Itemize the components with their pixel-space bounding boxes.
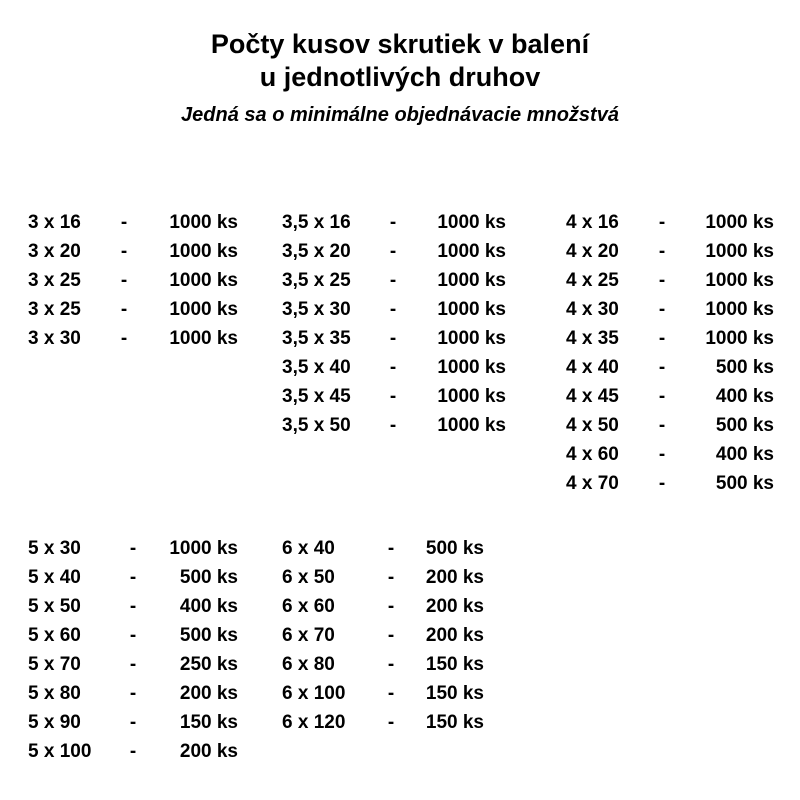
page-subtitle: Jedná sa o minimálne objednávacie množstvá xyxy=(181,103,619,126)
list-item xyxy=(28,271,238,300)
screw-group-6mm xyxy=(282,539,484,742)
separator: - xyxy=(120,270,128,291)
screw-size: 6 x 40 xyxy=(282,538,335,559)
separator: - xyxy=(120,212,128,233)
package-quantity: 150 ks xyxy=(179,712,238,733)
package-quantity: 500 ks xyxy=(179,625,238,646)
screw-size: 3,5 x 35 xyxy=(282,328,351,349)
list-item xyxy=(566,300,774,329)
separator: - xyxy=(658,299,666,320)
list-item xyxy=(282,684,484,713)
list-item xyxy=(566,445,774,474)
package-quantity: 500 ks xyxy=(715,357,774,378)
separator: - xyxy=(389,212,397,233)
screw-size: 3,5 x 20 xyxy=(282,241,351,262)
list-item xyxy=(282,539,484,568)
screw-size: 5 x 30 xyxy=(28,538,81,559)
list-item xyxy=(566,387,774,416)
screw-size: 3,5 x 25 xyxy=(282,270,351,291)
package-quantity: 200 ks xyxy=(425,567,484,588)
package-quantity: 1000 ks xyxy=(437,415,506,436)
screw-size: 6 x 80 xyxy=(282,654,335,675)
package-quantity: 1000 ks xyxy=(169,299,238,320)
screw-size: 4 x 50 xyxy=(566,415,619,436)
separator: - xyxy=(129,683,137,704)
list-item xyxy=(28,300,238,329)
list-item xyxy=(28,684,238,713)
separator: - xyxy=(658,415,666,436)
package-quantity: 200 ks xyxy=(425,596,484,617)
screw-size: 3 x 25 xyxy=(28,299,81,320)
package-quantity: 1000 ks xyxy=(437,328,506,349)
screw-size: 5 x 80 xyxy=(28,683,81,704)
screw-size: 6 x 70 xyxy=(282,625,335,646)
screw-size: 5 x 60 xyxy=(28,625,81,646)
screw-size: 6 x 100 xyxy=(282,683,346,704)
screw-size: 3,5 x 45 xyxy=(282,386,351,407)
separator: - xyxy=(129,625,137,646)
list-item xyxy=(282,626,484,655)
list-item xyxy=(28,539,238,568)
package-quantity: 1000 ks xyxy=(705,212,774,233)
list-item xyxy=(28,597,238,626)
package-quantity: 400 ks xyxy=(715,386,774,407)
package-quantity: 1000 ks xyxy=(169,538,238,559)
list-item xyxy=(28,655,238,684)
screw-size: 4 x 60 xyxy=(566,444,619,465)
separator: - xyxy=(387,625,395,646)
screw-size: 3,5 x 40 xyxy=(282,357,351,378)
list-item xyxy=(566,474,774,503)
screw-size: 5 x 40 xyxy=(28,567,81,588)
list-item xyxy=(282,242,506,271)
screw-size: 4 x 25 xyxy=(566,270,619,291)
list-item xyxy=(28,213,238,242)
separator: - xyxy=(658,357,666,378)
list-item xyxy=(566,358,774,387)
package-quantity: 500 ks xyxy=(715,473,774,494)
separator: - xyxy=(389,415,397,436)
package-quantity: 500 ks xyxy=(179,567,238,588)
separator: - xyxy=(387,654,395,675)
separator: - xyxy=(658,473,666,494)
separator: - xyxy=(658,386,666,407)
list-item xyxy=(28,742,238,771)
package-quantity: 150 ks xyxy=(425,683,484,704)
screw-size: 6 x 50 xyxy=(282,567,335,588)
separator: - xyxy=(120,299,128,320)
list-item xyxy=(28,329,238,358)
page-title-line-1: Počty kusov skrutiek v balení xyxy=(210,29,590,59)
separator: - xyxy=(658,270,666,291)
separator: - xyxy=(658,212,666,233)
screw-size: 6 x 120 xyxy=(282,712,346,733)
list-item xyxy=(282,329,506,358)
separator: - xyxy=(120,328,128,349)
list-item xyxy=(28,713,238,742)
list-item xyxy=(28,568,238,597)
screw-size: 5 x 70 xyxy=(28,654,81,675)
list-item xyxy=(28,242,238,271)
screw-size: 3,5 x 16 xyxy=(282,212,351,233)
separator: - xyxy=(129,567,137,588)
screw-size: 3 x 30 xyxy=(28,328,81,349)
separator: - xyxy=(658,328,666,349)
screw-size: 4 x 70 xyxy=(566,473,619,494)
package-quantity: 1000 ks xyxy=(437,386,506,407)
package-quantity: 500 ks xyxy=(425,538,484,559)
screw-group-5mm xyxy=(28,539,238,771)
separator: - xyxy=(389,386,397,407)
package-quantity: 1000 ks xyxy=(169,328,238,349)
screw-size: 4 x 20 xyxy=(566,241,619,262)
separator: - xyxy=(387,683,395,704)
list-item xyxy=(282,416,506,445)
list-item xyxy=(282,568,484,597)
package-quantity: 1000 ks xyxy=(437,299,506,320)
package-quantity: 200 ks xyxy=(425,625,484,646)
separator: - xyxy=(387,538,395,559)
package-quantity: 400 ks xyxy=(715,444,774,465)
separator: - xyxy=(387,596,395,617)
package-quantity: 1000 ks xyxy=(437,270,506,291)
separator: - xyxy=(387,567,395,588)
screw-size: 4 x 45 xyxy=(566,386,619,407)
separator: - xyxy=(389,299,397,320)
screw-group-3mm xyxy=(28,213,238,358)
list-item xyxy=(566,416,774,445)
screw-size: 5 x 50 xyxy=(28,596,81,617)
list-item xyxy=(282,655,484,684)
list-item xyxy=(282,300,506,329)
list-item xyxy=(566,329,774,358)
separator: - xyxy=(389,328,397,349)
screw-size: 4 x 40 xyxy=(566,357,619,378)
package-quantity: 1000 ks xyxy=(169,241,238,262)
screw-size: 4 x 16 xyxy=(566,212,619,233)
screw-size: 4 x 30 xyxy=(566,299,619,320)
package-quantity: 1000 ks xyxy=(437,212,506,233)
package-quantity: 1000 ks xyxy=(169,270,238,291)
list-item xyxy=(28,626,238,655)
separator: - xyxy=(129,712,137,733)
screw-size: 3,5 x 30 xyxy=(282,299,351,320)
separator: - xyxy=(389,357,397,378)
package-quantity: 1000 ks xyxy=(705,299,774,320)
separator: - xyxy=(129,596,137,617)
list-item xyxy=(282,358,506,387)
screw-size: 6 x 60 xyxy=(282,596,335,617)
screw-size: 3 x 25 xyxy=(28,270,81,291)
separator: - xyxy=(389,270,397,291)
package-quantity: 150 ks xyxy=(425,712,484,733)
list-item xyxy=(282,387,506,416)
screw-group-3-5mm xyxy=(282,213,506,445)
package-quantity: 150 ks xyxy=(425,654,484,675)
separator: - xyxy=(129,654,137,675)
page-title-line-2: u jednotlivých druhov xyxy=(259,61,541,92)
package-quantity: 200 ks xyxy=(179,741,238,762)
screw-group-4mm xyxy=(566,213,774,503)
document-header xyxy=(0,0,800,127)
package-quantity: 1000 ks xyxy=(169,212,238,233)
package-quantity: 250 ks xyxy=(179,654,238,675)
package-quantity: 1000 ks xyxy=(705,328,774,349)
separator: - xyxy=(389,241,397,262)
package-quantity: 200 ks xyxy=(179,683,238,704)
separator: - xyxy=(129,538,137,559)
separator: - xyxy=(658,444,666,465)
list-item xyxy=(282,213,506,242)
list-item xyxy=(282,271,506,300)
list-item xyxy=(282,597,484,626)
separator: - xyxy=(120,241,128,262)
package-quantity: 1000 ks xyxy=(705,241,774,262)
package-quantity: 500 ks xyxy=(715,415,774,436)
separator: - xyxy=(658,241,666,262)
separator: - xyxy=(387,712,395,733)
separator: - xyxy=(129,741,137,762)
list-item xyxy=(566,213,774,242)
screw-size: 5 x 100 xyxy=(28,741,92,762)
package-quantity: 1000 ks xyxy=(437,357,506,378)
package-quantity: 1000 ks xyxy=(705,270,774,291)
screw-size: 3 x 20 xyxy=(28,241,81,262)
list-item xyxy=(566,242,774,271)
package-quantity: 1000 ks xyxy=(437,241,506,262)
screw-size: 3,5 x 50 xyxy=(282,415,351,436)
list-item xyxy=(566,271,774,300)
screw-size: 3 x 16 xyxy=(28,212,81,233)
screw-size: 4 x 35 xyxy=(566,328,619,349)
screw-size: 5 x 90 xyxy=(28,712,81,733)
list-item xyxy=(282,713,484,742)
package-quantity: 400 ks xyxy=(179,596,238,617)
